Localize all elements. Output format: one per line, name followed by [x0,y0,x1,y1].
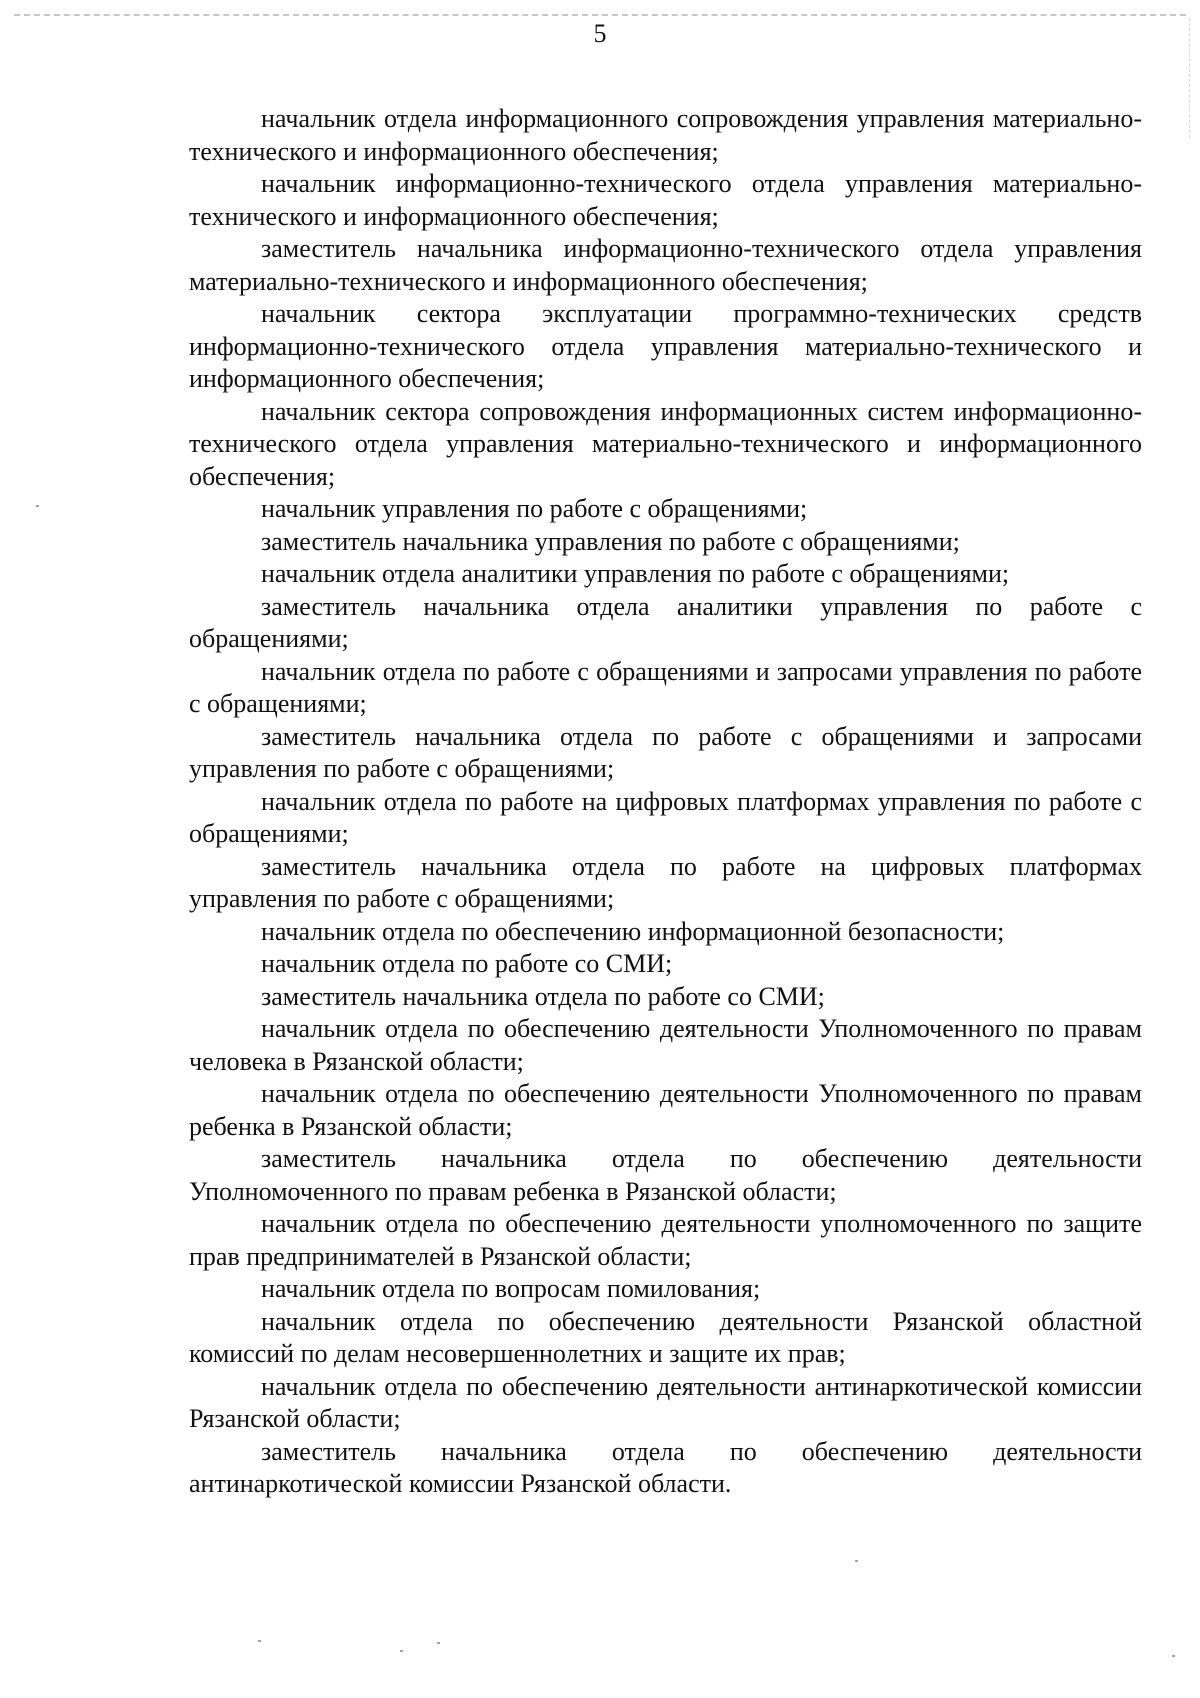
list-item: начальник отдела по обеспечению деятельности антинаркотической комиссии Рязанской области; [189,1371,1142,1433]
scan-speck [258,1640,261,1642]
scan-speck [1172,1655,1175,1657]
scan-speck [855,1560,858,1562]
scan-speck [36,505,39,507]
document-body [189,103,1142,1501]
list-item: заместитель начальника управления по работе с обращениями; [261,526,960,556]
list-item: начальник отдела по обеспечению деятельности Уполномоченного по правам ребенка в Рязанской области; [189,1079,1142,1141]
list-item: заместитель начальника отдела по работе со СМИ; [261,981,825,1011]
page-number: 5 [593,19,607,48]
list-item: начальник сектора эксплуатации программно-технических средств информационно-технического отдела управления материально-технического и информационного обеспечения; [189,299,1142,393]
list-item: заместитель начальника отдела по обеспечению деятельности Уполномоченного по правам ребенка в Рязанской области; [189,1144,1142,1206]
list-item: начальник управления по работе с обращениями; [261,494,808,523]
list-item: начальник отдела по обеспечению деятельности Рязанской областной комиссий по делам несовершеннолетних и защите их прав; [189,1306,1142,1368]
scan-edge-top [14,14,1186,16]
list-item: начальник отдела по вопросам помилования; [261,1274,761,1303]
list-item: заместитель начальника информационно-технического отдела управления материально-технического и информационного обеспечения; [189,234,1142,296]
list-item: начальник отдела по работе со СМИ; [261,949,673,978]
scan-speck [400,1650,403,1652]
list-item: начальник отдела по обеспечению деятельности Уполномоченного по правам человека в Рязанской области; [189,1014,1142,1076]
list-item: заместитель начальника отдела по работе на цифровых платформах управления по работе с обращениями; [189,851,1142,913]
list-item: начальник информационно-технического отдела управления материально-технического и информационного обеспечения; [189,169,1142,231]
list-item: начальник сектора сопровождения информационных систем информационно-технического отдела управления материально-технического и информационного обеспечения; [189,396,1142,491]
list-item: начальник отдела по работе с обращениями и запросами управления по работе с обращениями; [189,656,1142,718]
list-item: начальник отдела аналитики управления по работе с обращениями; [261,559,1010,588]
list-item: заместитель начальника отдела по обеспечению деятельности антинаркотической комиссии Рязанской области. [189,1436,1142,1498]
list-item: начальник отдела по обеспечению информационной безопасности; [261,916,1005,946]
list-item: заместитель начальника отдела аналитики управления по работе с обращениями; [189,591,1142,653]
scan-speck [437,1642,440,1644]
list-item: заместитель начальника отдела по работе с обращениями и запросами управления по работе с обращениями; [189,721,1142,783]
list-item: начальник отдела по обеспечению деятельности уполномоченного по защите прав предпринимателей в Рязанской области; [189,1209,1142,1271]
list-item: начальник отдела информационного сопровождения управления материально-технического и информационного обеспечения; [189,104,1142,166]
list-item: начальник отдела по работе на цифровых платформах управления по работе с обращениями; [189,786,1142,848]
